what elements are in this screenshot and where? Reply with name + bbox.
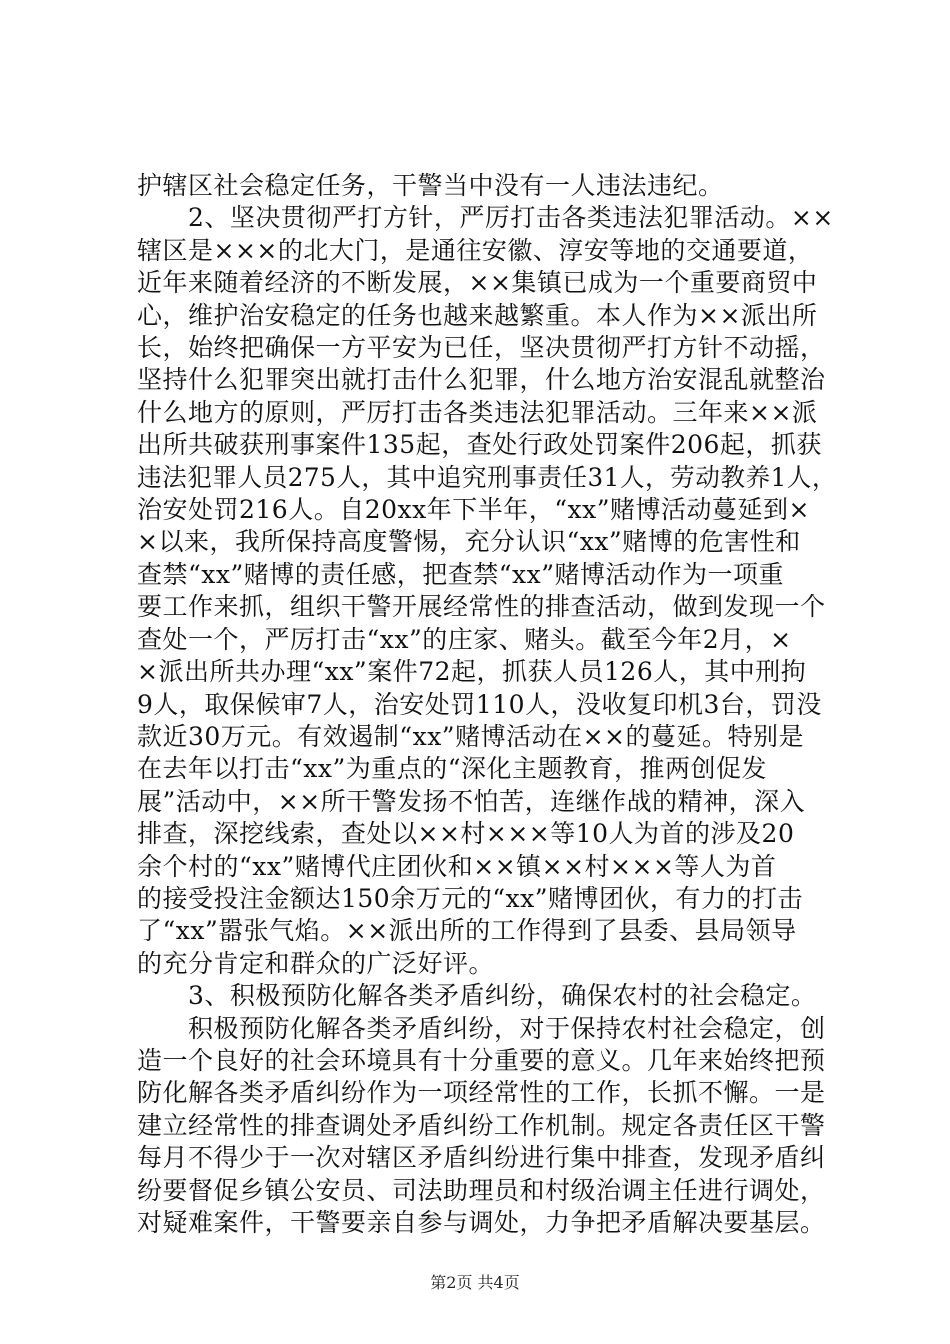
paragraph-line: 了“xx”嚣张气焰。××派出所的工作得到了县委、县局领导 <box>137 916 797 946</box>
paragraph-line: 建立经常性的排查调处矛盾纠纷工作机制。规定各责任区干警 <box>137 1110 826 1140</box>
paragraph-line: 款近30万元。有效遏制“xx”赌博活动在××的蔓延。特别是 <box>137 721 804 751</box>
paragraph-line: 治安处罚216人。自20xx年下半年，“xx”赌博活动蔓延到× <box>137 495 810 525</box>
paragraph-line: ×派出所共办理“xx”案件72起，抓获人员126人，其中刑拘 <box>137 657 807 687</box>
paragraph-line: 辖区是×××的北大门，是通往安徽、淳安等地的交通要道， <box>137 235 814 265</box>
paragraph-line: 造一个良好的社会环境具有十分重要的意义。几年来始终把预 <box>137 1045 826 1075</box>
page-number-footer: 第2页 共4页 <box>430 1273 520 1292</box>
paragraph-line: 出所共破获刑事案件135起，查处行政处罚案件206起，抓获 <box>137 430 822 460</box>
paragraph-line: 在去年以打击“xx”为重点的“深化主题教育，推两创促发 <box>137 754 768 784</box>
paragraph-line: 近年来随着经济的不断发展，××集镇已成为一个重要商贸中 <box>137 268 818 298</box>
paragraph-line: 什么地方的原则，严厉打击各类违法犯罪活动。三年来××派 <box>137 397 818 427</box>
paragraph-line: 护辖区社会稳定任务，干警当中没有一人违法违纪。 <box>137 171 724 200</box>
paragraph-line: 2、坚决贯彻严打方针，严厉打击各类违法犯罪活动。×× <box>137 203 834 233</box>
paragraph-line: 每月不得少于一次对辖区矛盾纠纷进行集中排查，发现矛盾纠 <box>137 1143 826 1173</box>
paragraph-line: 纷要督促乡镇公安员、司法助理员和村级治调主任进行调处， <box>137 1175 826 1205</box>
paragraph-line: 要工作来抓，组织干警开展经常性的排查活动，做到发现一个 <box>137 592 826 622</box>
paragraph-line: 的充分肯定和群众的广泛好评。 <box>137 948 495 978</box>
paragraph-line: 防化解各类矛盾纠纷作为一项经常性的工作，长抓不懈。一是 <box>137 1078 826 1108</box>
paragraph-line: 的接受投注金额达150余万元的“xx”赌博团伙，有力的打击 <box>137 883 803 913</box>
paragraph-line: 违法犯罪人员275人，其中追究刑事责任31人，劳动教养1人， <box>137 462 837 492</box>
paragraph-line: 心，维护治安稳定的任务也越来越繁重。本人作为××派出所 <box>137 300 818 330</box>
document-body <box>137 170 837 1239</box>
paragraph-line: 9人，取保候审7人，治安处罚110人，没收复印机3台，罚没 <box>137 689 822 719</box>
paragraph-line: 坚持什么犯罪突出就打击什么犯罪，什么地方治安混乱就整治 <box>137 365 826 395</box>
paragraph-line: 展”活动中，××所干警发扬不怕苦，连继作战的精神，深入 <box>137 786 806 816</box>
paragraph-line: 积极预防化解各类矛盾纠纷，对于保持农村社会稳定，创 <box>137 1013 826 1043</box>
paragraph-line: 3、积极预防化解各类矛盾纠纷，确保农村的社会稳定。 <box>137 981 817 1011</box>
paragraph-line: 查处一个，严厉打击“xx”的庄家、赌头。截至今年2月，× <box>137 624 792 654</box>
paragraph-line: ×以来，我所保持高度警惕，充分认识“xx”赌博的危害性和 <box>137 527 801 557</box>
paragraph-line: 长，始终把确保一方平安为已任，坚决贯彻严打方针不动摇， <box>137 333 826 363</box>
paragraph-line: 余个村的“xx”赌博代庄团伙和××镇××村×××等人为首 <box>137 851 777 881</box>
paragraph-line: 排查，深挖线索，查处以××村×××等10人为首的涉及20 <box>137 819 795 849</box>
paragraph-line: 对疑难案件，干警要亲自参与调处，力争把矛盾解决要基层。 <box>137 1208 826 1237</box>
paragraph-line: 查禁“xx”赌博的责任感，把查禁“xx”赌博活动作为一项重 <box>137 559 785 589</box>
